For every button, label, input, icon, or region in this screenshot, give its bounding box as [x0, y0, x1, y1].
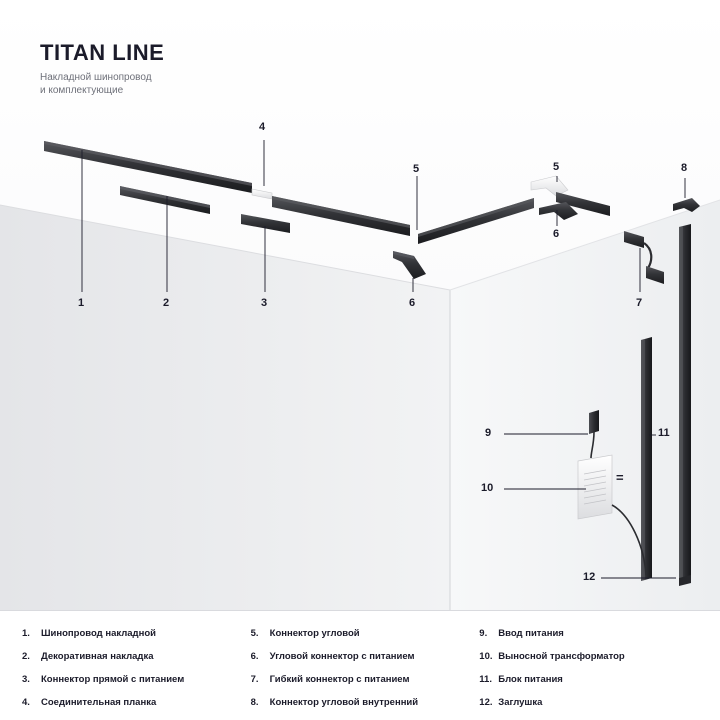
callout-2: 2 — [163, 297, 170, 309]
legend-text: Коннектор прямой с питанием — [41, 674, 185, 685]
callout-5a: 5 — [413, 163, 420, 175]
legend-item — [479, 674, 708, 686]
legend-item — [479, 628, 708, 640]
legend-text: Выносной трансформатор — [498, 651, 625, 662]
legend-item — [22, 628, 251, 640]
page-subtitle-line1: Накладной шинопровод — [40, 72, 152, 83]
legend-index: 6. — [250, 651, 259, 662]
legend-index: 4. — [22, 697, 30, 708]
legend-item — [251, 674, 480, 686]
callout-9: 9 — [485, 427, 492, 439]
legend-index: 8. — [250, 697, 259, 708]
legend-text: Ввод питания — [498, 628, 564, 639]
legend-column-3 — [479, 628, 708, 720]
legend-text: Гибкий коннектор с питанием — [269, 674, 410, 685]
legend-index: 5. — [250, 628, 259, 639]
legend-index: 12. — [479, 697, 493, 708]
legend-index: 2. — [22, 651, 30, 662]
legend-column-1 — [22, 628, 251, 720]
callout-equals: = — [616, 470, 624, 485]
legend-item — [22, 674, 251, 686]
callout-6b: 6 — [553, 228, 560, 240]
legend-item — [251, 697, 480, 709]
legend-text: Коннектор угловой внутренний — [269, 697, 419, 708]
legend-index: 3. — [22, 674, 30, 685]
legend-item — [251, 628, 480, 640]
page-title: TITAN LINE — [40, 40, 165, 65]
legend-item — [22, 697, 251, 709]
legend-text: Коннектор угловой — [269, 628, 360, 639]
legend-text: Декоративная накладка — [41, 651, 154, 662]
legend-column-2 — [251, 628, 480, 720]
rail-vertical-right — [679, 224, 691, 585]
legend-index: 10. — [479, 651, 493, 662]
callout-8: 8 — [681, 162, 688, 174]
callout-10: 10 — [481, 482, 494, 494]
legend-text: Заглушка — [498, 697, 543, 708]
legend — [0, 610, 720, 720]
callout-6a: 6 — [409, 297, 416, 309]
callout-11: 11 — [658, 427, 670, 439]
page-subtitle-line2: и комплектующие — [40, 85, 124, 96]
page-subtitle — [40, 71, 164, 97]
legend-index: 7. — [250, 674, 259, 685]
callout-7: 7 — [636, 297, 643, 309]
title-block — [40, 40, 164, 97]
legend-index: 11. — [479, 674, 492, 685]
callout-3: 3 — [261, 297, 268, 309]
legend-item — [479, 651, 708, 663]
legend-text: Угловой коннектор с питанием — [269, 651, 415, 662]
legend-item — [479, 697, 708, 709]
legend-text: Шинопровод накладной — [41, 628, 156, 639]
callout-5b: 5 — [553, 161, 560, 173]
callout-12: 12 — [583, 571, 596, 583]
callout-1: 1 — [78, 297, 85, 309]
callout-4: 4 — [259, 121, 266, 133]
legend-index: 9. — [479, 628, 488, 639]
legend-item — [22, 651, 251, 663]
legend-text: Блок питания — [498, 674, 563, 685]
rail-segment-exploded — [641, 337, 652, 581]
legend-item — [251, 651, 480, 663]
legend-index: 1. — [22, 628, 30, 639]
legend-text: Соединительная планка — [41, 697, 157, 708]
